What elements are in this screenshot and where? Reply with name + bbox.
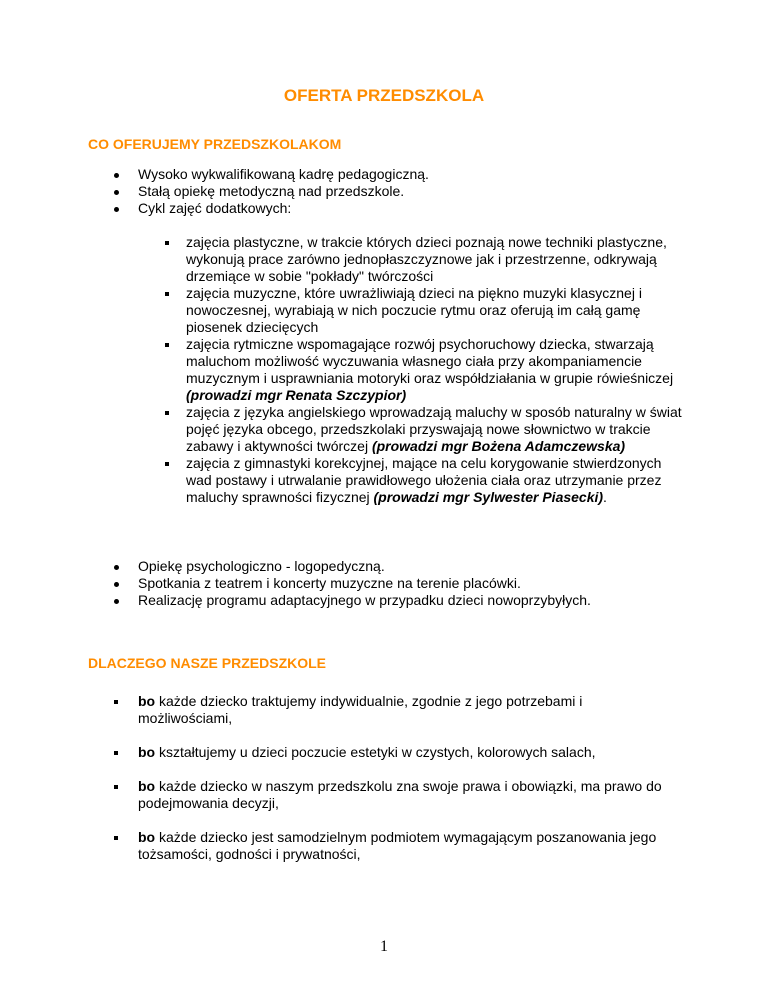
offer-item: Spotkania z teatrem i koncerty muzyczne na terenie placówki. xyxy=(138,575,698,592)
why-lead: bo xyxy=(138,778,156,794)
activities-list xyxy=(186,234,686,506)
why-lead: bo xyxy=(138,693,156,709)
why-item xyxy=(138,693,678,727)
activity-text: zajęcia rytmiczne wspomagające rozwój psychoruchowy dziecka, stwarzają maluchom możliwość wyczuwania własnego ciała przy akompaniamencie muzycznym i usprawniania motoryki oraz współdziałania w grupie rówieśniczej xyxy=(186,336,674,386)
why-heading: DLACZEGO NASZE PRZEDSZKOLE xyxy=(88,655,327,671)
document-title: OFERTA PRZEDSZKOLA xyxy=(283,86,485,105)
offer-item: Stałą opiekę metodyczną nad przedszkole. xyxy=(138,183,698,200)
activity-instructor: (prowadzi mgr Sylwester Piasecki) xyxy=(373,489,604,505)
activity-item xyxy=(186,455,686,506)
activity-item xyxy=(186,234,686,285)
offer-list xyxy=(138,166,698,217)
why-text: każde dziecko jest samodzielnym podmiotem wymagającym poszanowania jego tożsamości, godności i prywatności, xyxy=(138,829,657,862)
activity-item xyxy=(186,336,686,404)
why-text: każde dziecko traktujemy indywidualnie, zgodnie z jego potrzebami i możliwościami, xyxy=(138,693,583,726)
why-list xyxy=(138,693,678,880)
activity-period: . xyxy=(603,489,607,505)
why-item xyxy=(138,829,678,863)
activity-item xyxy=(186,404,686,455)
activity-text: zajęcia z języka angielskiego wprowadzają maluchy w sposób naturalny w świat pojęć języka obcego, przedszkolaki przyswajają nowe słownictwo w trakcie zabawy i aktywności twórczej xyxy=(186,404,682,454)
offer-item: Cykl zajęć dodatkowych: xyxy=(138,200,698,217)
why-text: kształtujemy u dzieci poczucie estetyki w czystych, kolorowych salach, xyxy=(155,744,596,760)
offer-item: Opiekę psychologiczno - logopedyczną. xyxy=(138,558,698,575)
page-number: 1 xyxy=(380,938,388,955)
activity-item xyxy=(186,285,686,336)
why-lead: bo xyxy=(138,744,156,760)
offer-item: Wysoko wykwalifikowaną kadrę pedagogiczną. xyxy=(138,166,698,183)
why-text: każde dziecko w naszym przedszkolu zna swoje prawa i obowiązki, ma prawo do podejmowania decyzji, xyxy=(138,778,662,811)
activity-instructor: (prowadzi mgr Bożena Adamczewska) xyxy=(371,438,626,454)
why-lead: bo xyxy=(138,829,156,845)
activity-text: zajęcia z gimnastyki korekcyjnej, mające na celu korygowanie stwierdzonych wad postawy i utrwalanie prawidłowego ułożenia ciała oraz utrzymanie przez maluchy sprawności fizycznej xyxy=(186,455,662,505)
why-item xyxy=(138,778,678,812)
activity-instructor: (prowadzi mgr Renata Szczypior) xyxy=(186,387,407,403)
offer-list-continued xyxy=(138,558,698,609)
offer-item: Realizację programu adaptacyjnego w przypadku dzieci nowoprzybyłych. xyxy=(138,592,698,609)
activity-text: zajęcia muzyczne, które uwrażliwiają dzieci na piękno muzyki klasycznej i nowoczesnej, wyrabiają w nich poczucie rytmu oraz oferują im całą gamę piosenek dziecięcych xyxy=(186,285,642,335)
offer-heading: CO OFERUJEMY PRZEDSZKOLAKOM xyxy=(88,136,342,152)
why-item xyxy=(138,744,678,761)
activity-text: zajęcia plastyczne, w trakcie których dzieci poznają nowe techniki plastyczne, wykonują prace zarówno jednopłaszczyznowe jak i przestrzenne, odkrywają drzemiące w sobie "pokłady" twórczości xyxy=(186,234,667,284)
